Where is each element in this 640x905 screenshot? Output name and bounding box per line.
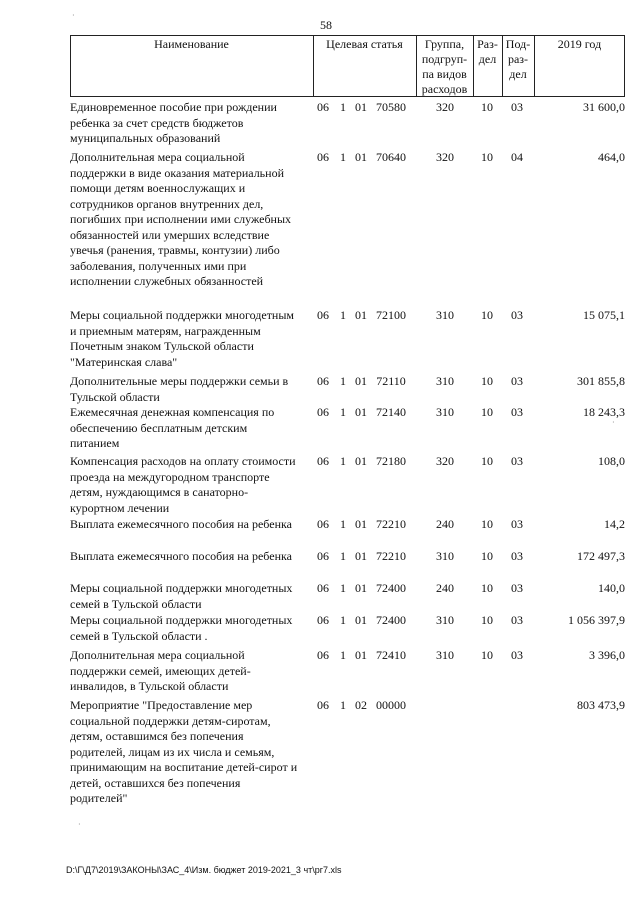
event-code: 02 [355,698,367,712]
section-code: 10 [481,517,493,531]
row-name: Мероприятие "Предоставление мер социальной поддержки детям-сиротам, детям, оставшимся без попечения родителей, лицам из их числа и семьям, принимающим на воспитание детей-сирот и детей, оставшихся без попечения родителей" [70,698,298,805]
subsection-code: 03 [511,549,523,563]
expense-group: 310 [436,374,454,388]
subsection-code: 04 [511,150,523,164]
subsection-code: 03 [511,374,523,388]
event-code: 01 [355,308,367,322]
program-code: 06 [317,613,329,627]
expense-group: 310 [436,613,454,627]
program-code: 06 [317,581,329,595]
section-code: 10 [481,613,493,627]
amount-2019: 31 600,0 [583,100,625,114]
section-code: 10 [481,150,493,164]
amount-2019: 3 396,0 [589,648,625,662]
row-name: Меры социальной поддержки многодетных семей в Тульской области . [70,613,293,643]
expense-group: 310 [436,648,454,662]
event-code: 01 [355,374,367,388]
scan-speck: · [612,418,615,427]
program-code: 06 [317,150,329,164]
program-code: 06 [317,405,329,419]
row-name: Дополнительная мера социальной поддержки семей, имеющих детей- инвалидов, в Тульской области [70,648,251,693]
amount-2019: 803 473,9 [577,698,625,712]
subsection-code: 03 [511,648,523,662]
header-subsection: Под- раз- дел [505,37,531,81]
subprogram-code: 1 [340,100,346,114]
direction-code: 72100 [376,308,406,322]
row-name: Ежемесячная денежная компенсация по обеспечению бесплатным детским питанием [70,405,275,450]
row-name: Меры социальной поддержки многодетных семей в Тульской области [70,581,293,611]
event-code: 01 [355,405,367,419]
amount-2019: 108,0 [598,454,625,468]
direction-code: 72110 [376,374,406,388]
section-code: 10 [481,648,493,662]
program-code: 06 [317,648,329,662]
program-code: 06 [317,100,329,114]
event-code: 01 [355,150,367,164]
expense-group: 310 [436,405,454,419]
header-name: Наименование [154,37,229,51]
row-name: Выплата ежемесячного пособия на ребенка [70,517,292,531]
section-code: 10 [481,308,493,322]
direction-code: 72410 [376,648,406,662]
subsection-code: 03 [511,517,523,531]
subsection-code: 03 [511,454,523,468]
subprogram-code: 1 [340,517,346,531]
amount-2019: 172 497,3 [577,549,625,563]
expense-group: 240 [436,517,454,531]
program-code: 06 [317,454,329,468]
subprogram-code: 1 [340,698,346,712]
subprogram-code: 1 [340,549,346,563]
section-code: 10 [481,454,493,468]
header-group: Группа, подгруп- па видов расходов [421,37,468,96]
event-code: 01 [355,549,367,563]
direction-code: 72400 [376,581,406,595]
subprogram-code: 1 [340,454,346,468]
subprogram-code: 1 [340,613,346,627]
event-code: 01 [355,517,367,531]
header-section: Раз- дел [477,37,498,66]
event-code: 01 [355,454,367,468]
amount-2019: 301 855,8 [577,374,625,388]
expense-group: 310 [436,549,454,563]
amount-2019: 140,0 [598,581,625,595]
subprogram-code: 1 [340,374,346,388]
direction-code: 72180 [376,454,406,468]
event-code: 01 [355,613,367,627]
section-code: 10 [481,581,493,595]
direction-code: 70640 [376,150,406,164]
section-code: 10 [481,549,493,563]
section-code: 10 [481,374,493,388]
direction-code: 72400 [376,613,406,627]
page-number: 58 [320,18,332,32]
amount-2019: 1 056 397,9 [568,613,625,627]
expense-group: 240 [436,581,454,595]
row-name: Дополнительные меры поддержки семьи в Тульской области [70,374,289,404]
expense-group: 310 [436,308,454,322]
event-code: 01 [355,648,367,662]
program-code: 06 [317,308,329,322]
event-code: 01 [355,581,367,595]
subprogram-code: 1 [340,581,346,595]
program-code: 06 [317,549,329,563]
row-name: Единовременное пособие при рождении ребенка за счет средств бюджетов муниципальных образований [70,100,277,145]
program-code: 06 [317,698,329,712]
section-code: 10 [481,405,493,419]
section-code: 10 [481,100,493,114]
row-name: Дополнительная мера социальной поддержки в виде оказания материальной помощи детям военнослужащих и сотрудников органов внутренних дел, погибших при исполнении ими служебных обязанностей или умерших вследствие увечья (ранения, травмы, контузии) либо заболевания, полученных ими при исполнении служебных обязанностей [70,150,292,288]
program-code: 06 [317,517,329,531]
subprogram-code: 1 [340,405,346,419]
direction-code: 72140 [376,405,406,419]
expense-group: 320 [436,454,454,468]
header-year: 2019 год [557,37,602,51]
subsection-code: 03 [511,613,523,627]
amount-2019: 15 075,1 [583,308,625,322]
direction-code: 72210 [376,517,406,531]
amount-2019: 18 243,3 [583,405,625,419]
subprogram-code: 1 [340,648,346,662]
subprogram-code: 1 [340,308,346,322]
expense-group: 320 [436,100,454,114]
amount-2019: 464,0 [598,150,625,164]
direction-code: 00000 [376,698,406,712]
row-name: Меры социальной поддержки многодетным и приемным матерям, награжденным Почетным знаком Тульской области "Материнская слава" [70,308,295,369]
direction-code: 70580 [376,100,406,114]
subprogram-code: 1 [340,150,346,164]
subsection-code: 03 [511,308,523,322]
scan-speck: · [72,11,75,20]
file-path-footer: D:\Г\Д7\2019\ЗАКОНЫ\ЗАС_4\Изм. бюджет 2019-2021_3 чт\рг7.xls [66,865,342,875]
amount-2019: 14,2 [604,517,625,531]
event-code: 01 [355,100,367,114]
row-name: Компенсация расходов на оплату стоимости проезда на междугородном транспорте детям, нуждающимся в санаторно- курортном лечении [70,454,296,515]
subsection-code: 03 [511,581,523,595]
scan-speck: · [78,820,81,829]
program-code: 06 [317,374,329,388]
direction-code: 72210 [376,549,406,563]
expense-group: 320 [436,150,454,164]
subsection-code: 03 [511,405,523,419]
row-name: Выплата ежемесячного пособия на ребенка [70,549,292,563]
subsection-code: 03 [511,100,523,114]
header-target: Целевая статья [326,37,403,51]
